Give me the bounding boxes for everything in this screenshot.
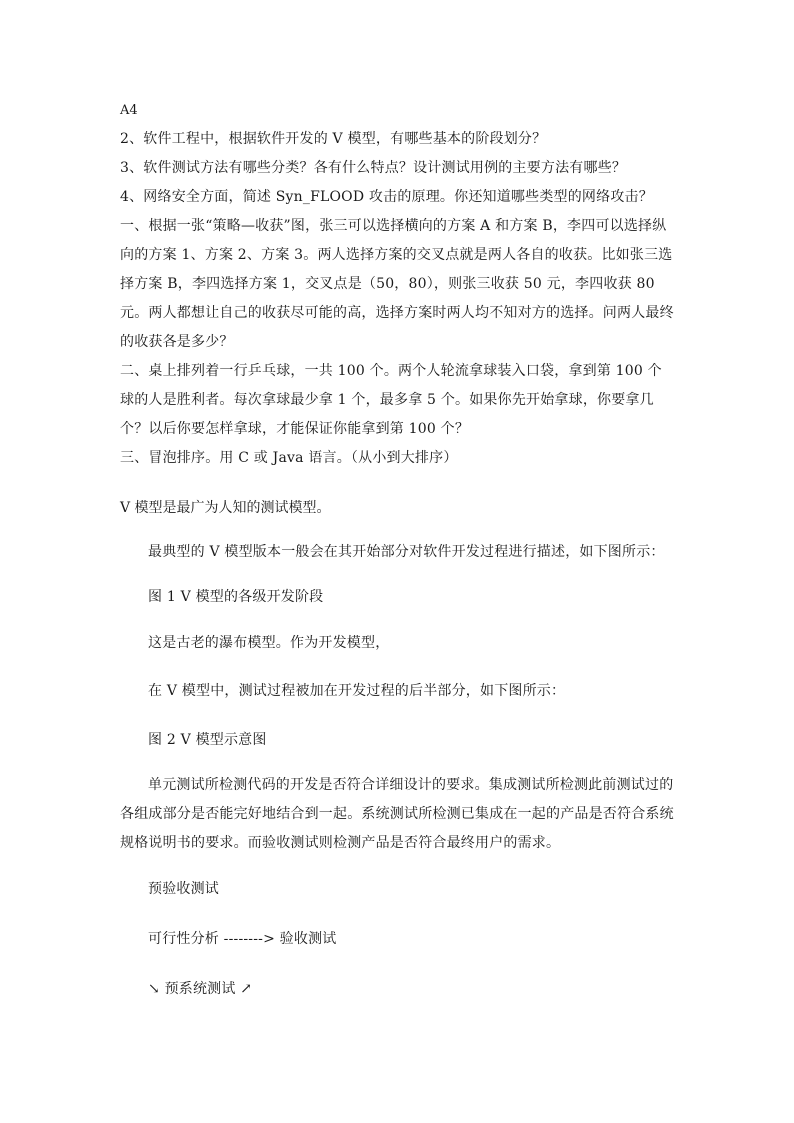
article-paragraph: 最典型的 V 模型版本一般会在其开始部分对软件开发过程进行描述，如下图所示： [148, 544, 665, 560]
header-label: A4 [120, 103, 138, 118]
question-list [120, 125, 676, 473]
article-paragraph: 这是古老的瀑布模型。作为开发模型， [148, 635, 390, 651]
diagram-line: ↘ 预系统测试 ↗ [148, 981, 253, 997]
article-intro: V 模型是最广为人知的测试模型。 [120, 500, 331, 516]
figure-caption: 图 2 V 模型示意图 [148, 732, 267, 748]
problem-item: 二、桌上排列着一行乒乓球，一共 100 个。两个人轮流拿球装入口袋，拿到第 100 个球的人是胜利者。每次拿球最少拿 1 个，最多拿 5 个。如果你先开始拿球，你要拿几个？以后你要怎样拿球，才能保证你能拿到第 100 个？ [120, 363, 662, 437]
question-item: 4、网络安全方面，简述 Syn_FLOOD 攻击的原理。你还知道哪些类型的网络攻击？ [120, 189, 653, 205]
figure-caption: 图 1 V 模型的各级开发阶段 [148, 589, 324, 605]
question-item: 3、软件测试方法有哪些分类？各有什么特点？设计测试用例的主要方法有哪些？ [120, 160, 627, 176]
problem-item: 一、根据一张“策略—收获”图，张三可以选择横向的方案 A 和方案 B，李四可以选择纵向的方案 1、方案 2、方案 3。两人选择方案的交叉点就是两人各自的收获。比如张三选择方案 B，李四选择方案 1，交叉点是（50，80），则张三收获 50 元，李四收获 80 元。两人都想让自己的收获尽可能的高，选择方案时两人均不知对方的选择。问两人最终的收获各是多少？ [120, 218, 674, 350]
document-page [120, 100, 676, 1004]
article-paragraph: 单元测试所检测代码的开发是否符合详细设计的要求。集成测试所检测此前测试过的各组成部分是否能完好地结合到一起。系统测试所检测已集成在一起的产品是否符合系统规格说明书的要求。而验收测试则检测产品是否符合最终用户的需求。 [120, 777, 674, 851]
article-paragraph: 在 V 模型中，测试过程被加在开发过程的后半部分，如下图所示： [148, 683, 566, 699]
problem-item: 三、冒泡排序。用 C 或 Java 语言。（从小到大排序） [120, 450, 458, 466]
question-item: 2、软件工程中，根据软件开发的 V 模型，有哪些基本的阶段划分？ [120, 131, 547, 147]
diagram-line: 预验收测试 [148, 881, 219, 897]
diagram-line: 可行性分析 --------> 验收测试 [148, 931, 337, 947]
